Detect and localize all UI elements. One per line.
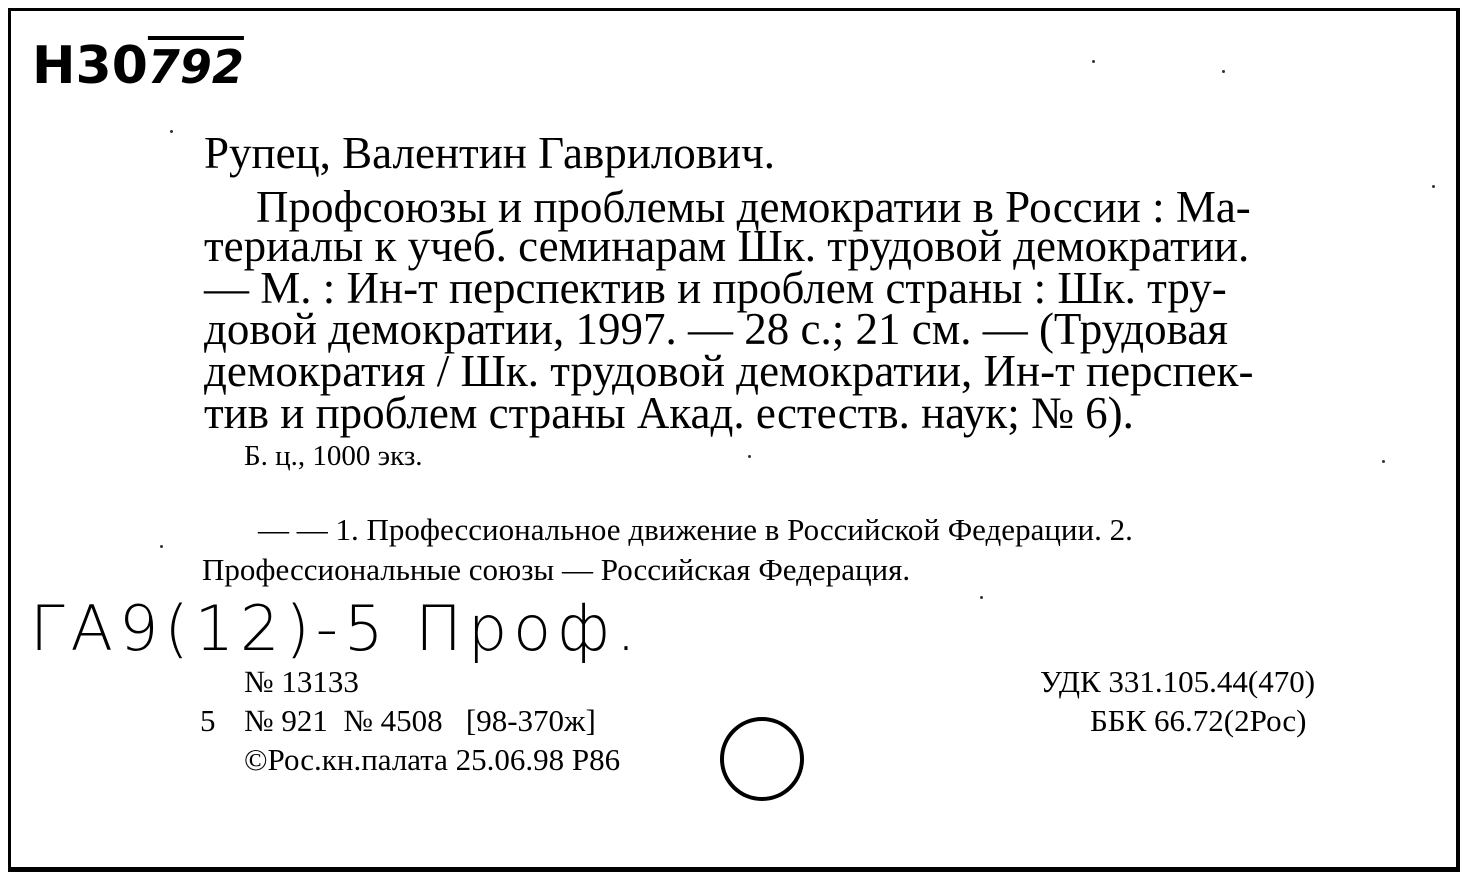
stamp-circle: [720, 717, 804, 801]
scan-speck: [1382, 460, 1385, 463]
book-chamber-mark: ©Рос.кн.палата 25.06.98 Р86: [244, 742, 621, 777]
scan-speck: [1222, 70, 1225, 73]
description-line-5: демократия / Шк. трудовой демократии, Ин-т перспек-: [204, 346, 1254, 396]
inventory-number: 792: [147, 40, 244, 94]
lead-digit: 5: [200, 703, 216, 738]
bbk-code: ББК 66.72(2Рос): [1090, 703, 1307, 738]
handwritten-inventory: [32, 36, 244, 96]
author-heading: Рупец, Валентин Гаврилович.: [204, 128, 776, 178]
handwritten-classification: ГА9(12)-5 Проф.: [30, 592, 642, 665]
inventory-prefix: Н30: [32, 36, 148, 96]
scan-speck: [748, 455, 751, 458]
subjects-line-1: — — 1. Профессиональное движение в Российской Федерации. 2.: [258, 512, 1133, 547]
description-line-4: довой демократии, 1997. — 28 с.; 21 см. — (Трудовая: [204, 304, 1228, 354]
price-copies: Б. ц., 1000 экз.: [244, 440, 423, 472]
udk-code: УДК 331.105.44(470): [1040, 664, 1316, 699]
scan-speck: [980, 596, 983, 599]
scan-speck: [170, 130, 173, 133]
record-number: № 13133: [244, 664, 359, 699]
record-numbers: № 921 № 4508 [98-370ж]: [244, 703, 596, 738]
scan-speck: [160, 545, 163, 548]
description-line-3: — М. : Ин-т перспектив и проблем страны : Шк. тру-: [204, 263, 1227, 313]
description-line-6: тив и проблем страны Акад. естеств. наук; № 6).: [204, 388, 1134, 438]
description-line-1: Профсоюзы и проблемы демократии в России : Ма-: [256, 182, 1251, 232]
scan-speck: [1092, 60, 1095, 63]
description-line-2: териалы к учеб. семинарам Шк. трудовой демократии.: [204, 221, 1250, 271]
subjects-line-2: Профессиональные союзы — Российская Федерация.: [202, 552, 911, 587]
scan-speck: [1432, 185, 1435, 188]
